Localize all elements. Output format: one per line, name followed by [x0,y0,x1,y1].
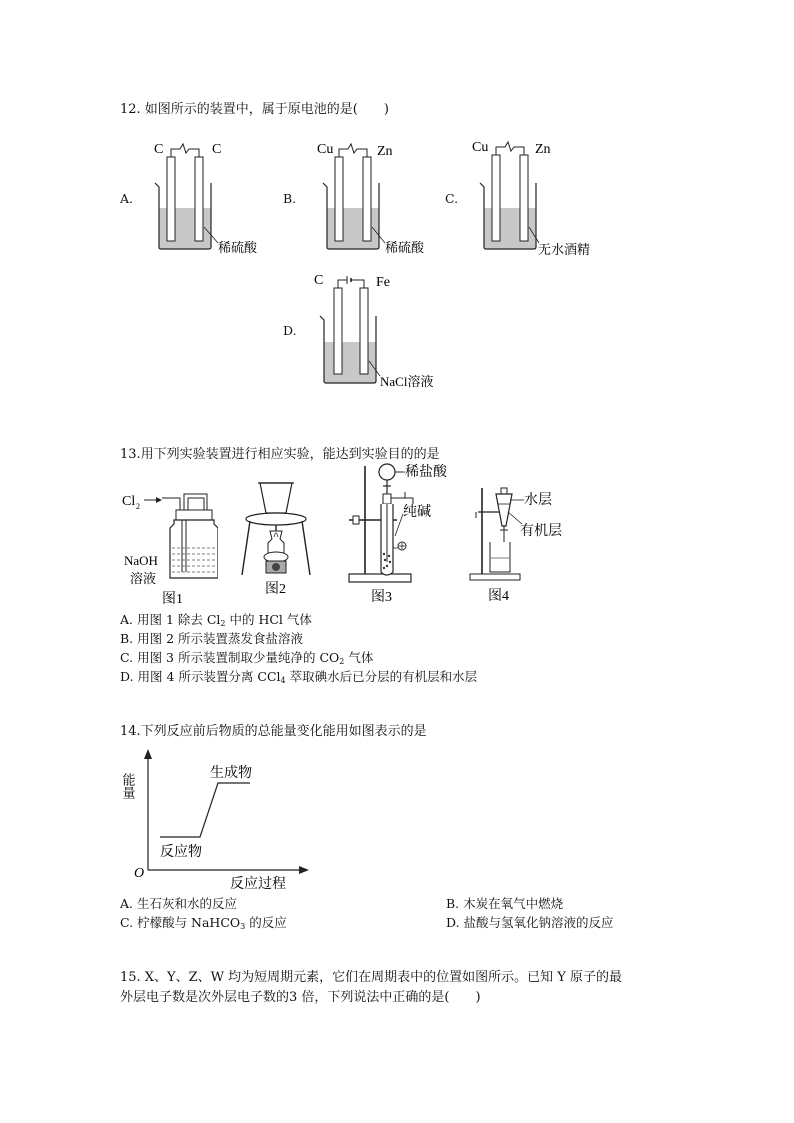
fig1-solution-line1: NaOH [124,553,158,568]
q12-option-c-letter: C. [445,191,459,206]
q12-stem: 12. 如图所示的装置中，属于原电池的是( ) [120,102,389,117]
fig3-caption: 图3 [371,590,392,605]
q14-option-c: C. 柠檬酸与 NaHCO$_3$ 的反应 [120,915,287,931]
q15-stem-line1: 15. X、Y、Z、W 均为短周期元素，它们在周期表中的位置如图所示。已知 Y 原子的最 [120,970,623,985]
q12-option-d-letter: D. [283,323,297,338]
cell-c-right-electrode: Zn [535,142,551,157]
cell-b-right-electrode: Zn [377,144,393,159]
q12-cell-c-diagram [470,135,620,260]
cell-a-right-electrode: C [212,142,222,157]
q13-option-a: A. 用图 1 除去 $Cl_2$ 中的 HCl 气体 [120,612,312,628]
q14-option-d: D. 盐酸与氢氧化钠溶液的反应 [446,915,614,930]
q12-option-a-letter: A. [120,191,134,206]
fig3-acid-label: 稀盐酸 [405,465,447,480]
fig1-gas-label: Cl [122,494,136,509]
graph-product-label: 生成物 [210,766,252,781]
fig1-solution-line2: 溶液 [130,571,157,586]
q12-cell-d-diagram [310,268,460,393]
graph-y-label: 能量 [120,773,136,799]
cell-d-right-electrode: Fe [376,275,390,290]
fig1-caption: 图1 [162,592,183,607]
q12-option-b-letter: B. [283,191,297,206]
q14-energy-graph [118,745,318,895]
q13-figure-2 [232,475,322,610]
fig4-upper-label: 水层 [524,493,552,508]
q13-figure-4 [468,480,578,610]
fig4-caption: 图4 [488,589,509,604]
q13-option-d: D. 用图 4 所示装置分离 CCl$_4$ 萃取碘水后已分层的有机层和水层 [120,669,478,685]
fig3-solid-label: 纯碱 [403,505,431,520]
fig1-gas-sub: 2 [136,502,140,511]
fig4-lower-label: 有机层 [520,524,562,539]
graph-reactant-label: 反应物 [160,845,202,860]
q13-option-b: B. 用图 2 所示装置蒸发食盐溶液 [120,631,304,646]
cell-a-solution: 稀硫酸 [218,240,258,255]
q13-figure-3 [345,458,460,610]
cell-b-solution: 稀硫酸 [385,240,425,255]
cell-a-left-electrode: C [154,142,164,157]
q13-figure-1 [118,480,218,610]
q12-cell-a-diagram [150,135,280,260]
cell-c-solution: 无水酒精 [538,242,591,257]
q14-option-b: B. 木炭在氧气中燃烧 [446,896,564,911]
q12-cell-b-diagram [313,135,443,260]
q14-option-a: A. 生石灰和水的反应 [120,896,237,911]
graph-x-label: 反应过程 [230,877,286,892]
graph-origin-label: O [134,866,145,881]
q14-stem: 14.下列反应前后物质的总能量变化能用如图表示的是 [120,724,427,739]
cell-d-solution: NaCl溶液 [380,374,434,389]
q15-stem-line2: 外层电子数是次外层电子数的3 倍，下列说法中正确的是( ) [120,990,481,1005]
cell-d-left-electrode: C [314,273,324,288]
q13-stem: 13.用下列实验装置进行相应实验，能达到实验目的的是 [120,447,440,462]
cell-c-left-electrode: Cu [472,140,489,155]
fig2-caption: 图2 [265,582,286,597]
q13-option-c: C. 用图 3 所示装置制取少量纯净的 $CO_2$ 气体 [120,650,374,666]
cell-b-left-electrode: Cu [317,142,334,157]
